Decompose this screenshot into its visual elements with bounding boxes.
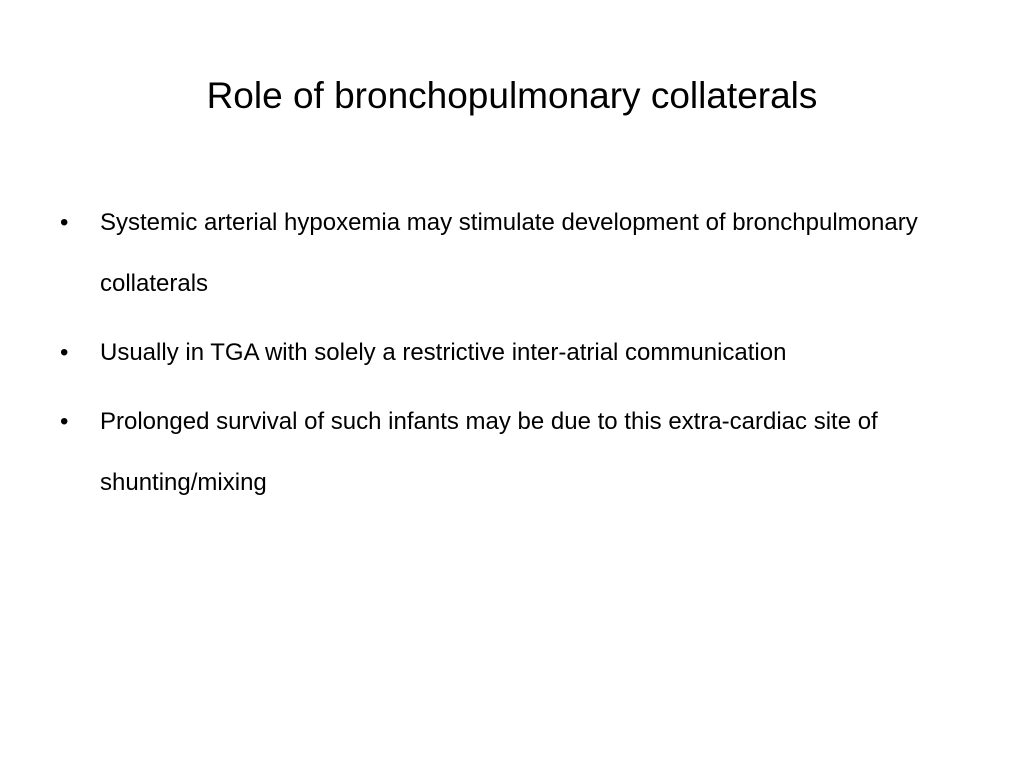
- bullet-icon: •: [60, 408, 69, 435]
- bullet-text: Systemic arterial hypoxemia may stimulate development of bronchpulmonary collaterals: [100, 209, 918, 297]
- bullet-item: [60, 192, 940, 314]
- bullet-list: [60, 192, 940, 521]
- slide-title: Role of bronchopulmonary collaterals: [206, 75, 818, 116]
- bullet-text: Usually in TGA with solely a restrictive inter-atrial communication: [100, 339, 787, 366]
- bullet-item: [60, 391, 940, 513]
- bullet-text: Prolonged survival of such infants may be due to this extra-cardiac site of shunting/mixing: [100, 408, 878, 496]
- bullet-item: [60, 322, 940, 383]
- bullet-icon: •: [60, 339, 69, 366]
- bullet-icon: •: [60, 209, 69, 236]
